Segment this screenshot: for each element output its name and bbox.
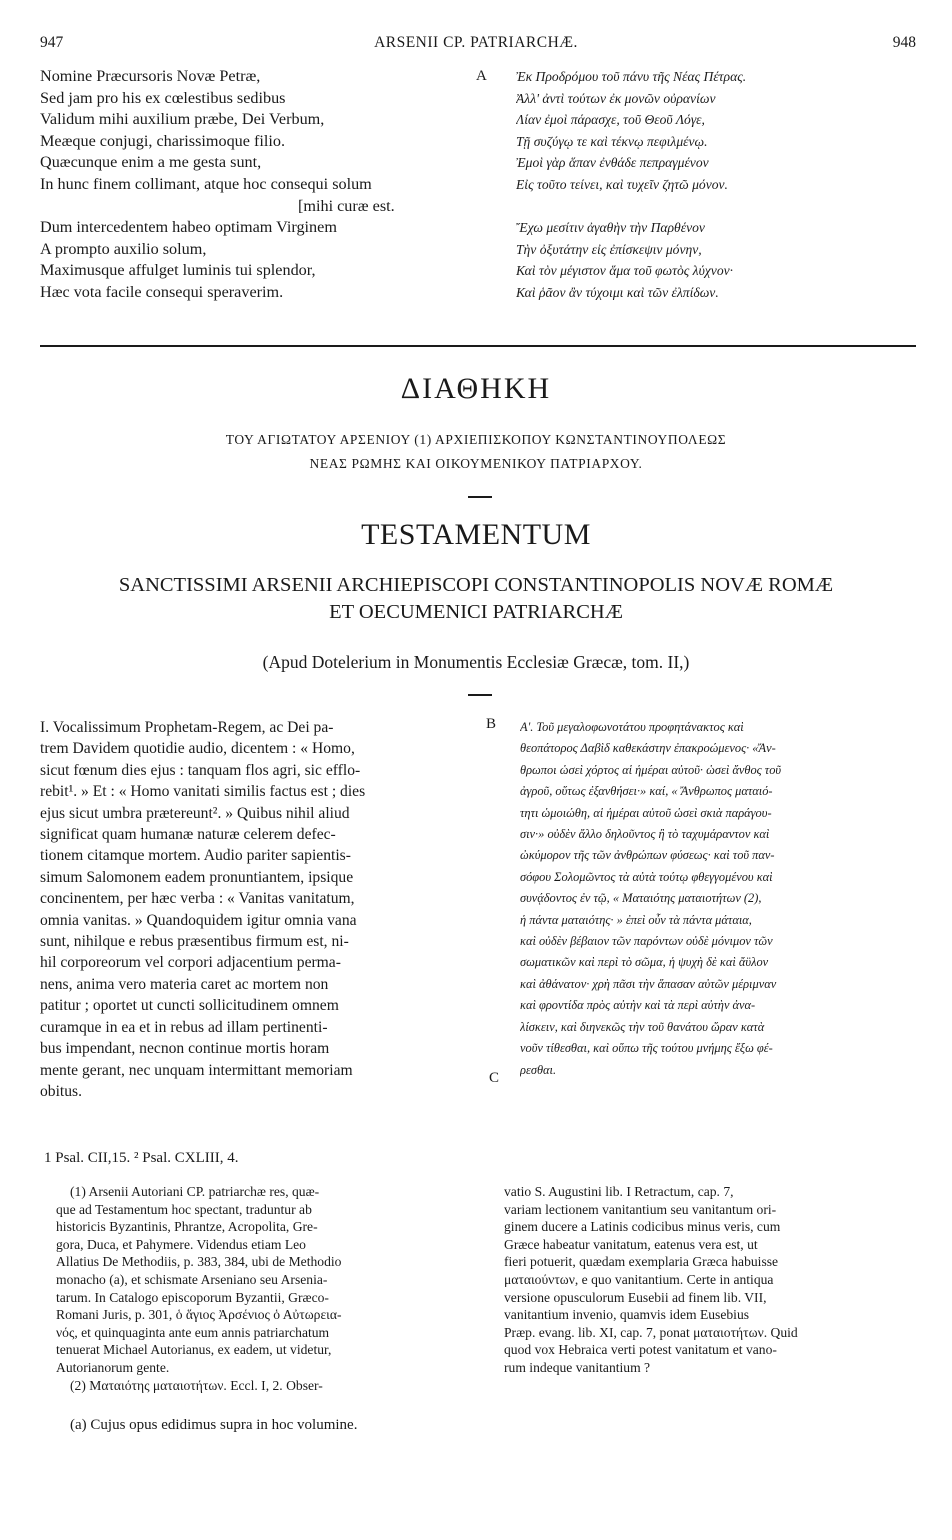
note-line: monacho (a), et schismate Arseniano seu Arsenia- [56,1271,328,1287]
source-citation: (Apud Dotelerium in Monumentis Ecclesiæ Græcæ, tom. II,) [262,652,690,672]
body-greek-line: σόφου Σολομῶντος τὰ αὐτὰ τούτῳ φθεγγομένου καὶ [520,869,773,884]
body-greek-line: ὠκύμορον τῆς τῶν ἀνθρώπων φύσεως· καὶ τοῦ παν- [520,848,775,863]
margin-marker-b: B [486,716,497,732]
note-line: (2) Ματαιότης ματαιοτήτων. Eccl. I, 2. Obser- [70,1377,323,1393]
scripture-footnotes: 1 Psal. CII,15. ² Psal. CXLIII, 4. [44,1150,239,1166]
body-greek-line: ρεσθαι. [520,1062,557,1077]
title-dash [468,496,492,498]
body-latin-line: simum Salomonem eadem pronuntiantem, ipsique [40,868,354,886]
body-greek-line: συνᾴδοντος ἐν τῷ, « Ματαιότης ματαιοτήτων (2), [520,891,762,906]
body-latin-line: hil corporeorum vel corpori adjacentium perma- [40,954,341,972]
note-line: Romani Juris, p. 301, ὁ ἅγιος Ἀρσένιος ὁ Αὐτωρεια- [56,1307,342,1323]
body-latin-line: concinentem, per hæc verba : « Vanitas vanitatum, [40,890,355,908]
poem-greek-line: Ἀλλ' ἀντὶ τούτων ἐκ μονῶν οὐρανίων [516,90,716,106]
greek-title: ΔΙΑΘΗΚΗ [400,372,552,405]
latin-subtitle-1: SANCTISSIMI ARSENII ARCHIEPISCOPI CONSTANTINOPOLIS NOVÆ ROMÆ [118,574,834,596]
body-greek-line: καὶ φροντίδα πρὸς αὐτὴν καὶ τὰ περὶ αὐτὴν ἀνα- [520,998,756,1013]
source-dash [468,694,492,696]
note-line: Præp. evang. lib. XI, cap. 7, ponat ματαιοτήτων. Quid [504,1324,798,1340]
body-greek-line: σιν·» οὐδὲν ἄλλο δηλοῦντος ἢ τὸ ταχυμάραντον καὶ [520,827,770,842]
note-line: versione opusculorum Eusebii ad finem lib. VII, [504,1289,767,1305]
poem-greek-line: Καὶ ῥᾶον ἂν τύχοιμι καὶ τῶν ἐλπίδων. [516,284,719,300]
poem-latin-line: A prompto auxilio solum, [40,239,207,258]
poem-greek-line: Ἐμοὶ γὰρ ἅπαν ἐνθάδε πεπραγμένον [516,155,709,171]
body-greek-line: νοῦν τίθεσθαι, καὶ οὕπω τῆς τούτου μνήμης ἔξω φέ- [520,1041,773,1056]
body-latin-line: I. Vocalissimum Prophetam-Regem, ac Dei pa- [40,719,334,736]
note-line: (1) Arsenii Autoriani CP. patriarchæ res, quæ- [70,1184,320,1199]
body-latin-line: rebit¹. » Et : « Homo vanitati similis factus est ; dies [40,783,366,801]
body-greek-line: Α'. Τοῦ μεγαλοφωνοτάτου προφητάνακτος καὶ [520,720,744,734]
note-line: historicis Byzantinis, Phrantze, Acropolita, Gre- [56,1219,318,1235]
body-latin [40,717,481,1102]
section-divider [40,345,916,347]
greek-subtitle-1: ΤΟΥ ΑΓΙΩΤΑΤΟΥ ΑΡΣΕΝΙΟΥ (1) ΑΡΧΙΕΠΙΣΚΟΠΟΥ ΚΩΝΣΤΑΝΤΙΝΟΥΠΟΛΕΩΣ [225,432,727,447]
body-latin-line: sunt, nihilque e rebus præsentibus firmum est, ni- [40,933,349,951]
note-line: quod vox Hebraica verti potest vanitatum et vano- [504,1342,777,1358]
body-greek-line: ἡ πάντα ματαιότης· » ἐπεὶ οὖν τὰ πάντα μάταια, [520,912,752,927]
note-line: Allatius De Methodiis, p. 383, 384, ubi de Methodio [56,1254,342,1270]
margin-marker-c: C [489,1070,500,1086]
latin-subtitle-2: ET OECUMENICI PATRIARCHÆ [329,601,623,623]
note-line: νός, et quinquaginta ante eum annis patriarchatum [56,1324,330,1340]
body-greek-line: σωματικῶν καὶ περὶ τὸ σῶμα, ἡ ψυχὴ δὲ καὶ ἄϋλον [520,955,769,970]
body-latin-line: nens, anima vero materia caret ac mortem non [40,975,329,993]
poem-greek-spacer [516,196,916,218]
poem-latin-line: Meæque conjugi, charissimoque filio. [40,131,286,150]
poem-greek-line: Ἔχω μεσίτιν ἀγαθὴν τὴν Παρθένον [516,220,705,236]
note-line: ginem ducere a Latinis codicibus minus veris, cum [504,1219,781,1235]
note-line: Autorianorum gente. [56,1359,170,1375]
body-latin-line: sicut fœnum dies ejus : tanquam flos agri, sic efflo- [40,761,361,779]
note-line: rum indeque vanitantium ? [504,1359,651,1375]
greek-subtitle-2: ΝΕΑΣ ΡΩΜΗΣ ΚΑΙ ΟΙΚΟΥΜΕΝΙΚΟΥ ΠΑΤΡΙΑΡΧΟΥ. [309,456,643,471]
poem-latin [40,66,470,304]
margin-marker-a: A [476,68,487,84]
body-greek-line: ἀγροῦ, οὕτως ἐξανθήσει·» καί, « Ἄνθρωπος ματαιό- [520,784,773,799]
poem-latin-line: Validum mihi auxilium præbe, Dei Verbum, [40,110,325,129]
poem-latin-line: In hunc finem collimant, atque hoc consequi solum [40,174,372,193]
poem-latin-line: Hæc vota facile consequi speraverim. [40,282,284,301]
page-number-right: 948 [892,34,916,51]
poem-greek-line: Λίαν ἐμοὶ πάρασχε, τοῦ Θεοῦ Λόγε, [516,112,705,128]
note-line: ματαιούντων, e quo vanitantium. Certe in antiqua [504,1271,774,1287]
poem-latin-line: Dum intercedentem habeo optimam Virginem [40,218,337,237]
body-latin-line: patitur ; oportet ut cuncti sollicitudinem omnem [40,997,339,1015]
note-line: tarum. In Catalogo episcoporum Byzantii, Græco- [56,1289,329,1305]
body-latin-line: ejus sicut umbra prætereunt². » Quibus nihil aliud [40,804,350,822]
body-greek-line: λίσκειν, καὶ διηνεκῶς τὴν τοῦ θανάτου ὥραν κατὰ [520,1019,765,1034]
poem-greek-line: Ἐκ Προδρόμου τοῦ πάνυ τῆς Νέας Πέτρας. [516,69,747,84]
poem-greek-line: Τῇ συζύγῳ τε καὶ τέκνῳ πεφιλμένῳ. [516,133,708,149]
poem-latin-line: Maximusque affulget luminis tui splendor, [40,261,316,280]
body-greek-line: τητι ὡμοιώθη, αἱ ἡμέραι αὐτοῦ ὡσεὶ σκιὰ παράγου- [520,805,772,820]
body-latin-line: bus impendant, necnon continue mortis horam [40,1040,330,1058]
body-latin-line: omnia vanitas. » Quandoquidem igitur omnia vana [40,911,357,929]
body-latin-line: curamque in ea et in rebus ad illam pertinenti- [40,1018,328,1036]
poem-greek-line: Τὴν ὀξυτάτην εἰς ἐπίσκεψιν μόνην, [516,241,702,257]
poem-latin-line: Nomine Præcursoris Novæ Petræ, [40,67,261,85]
note-line: variam lectionem vanitantium seu vanitantum ori- [504,1201,777,1217]
body-latin-line: significat quam humanæ naturæ celerem defec- [40,826,336,844]
body-greek-line: θεοπάτορος Δαβὶδ καθεκάστην ἐπακροώμενος· «Ἄν- [520,741,776,756]
body-latin-line: obitus. [40,1082,83,1100]
notes-left [56,1183,482,1394]
poem-latin-line: Sed jam pro his ex cœlestibus sedibus [40,88,286,107]
body-greek-line: καὶ ἀθάνατον· χρὴ πᾶσι τὴν ἅπασαν αὐτῶν μέριμναν [520,976,777,991]
body-latin-line: mente gerant, nec unquam intermittant memoriam [40,1061,353,1079]
notes-right [504,1183,928,1377]
note-line: tenuerat Michael Autorianus, ex eadem, ut videtur, [56,1342,332,1358]
body-greek [520,717,930,1081]
note-line: gora, Duca, et Pahymere. Videndus etiam Leo [56,1236,306,1252]
running-title: ARSENII CP. PATRIARCHÆ. [374,34,578,51]
body-greek-line: θρωποι ὡσεὶ χόρτος αἱ ἡμέραι αὐτοῦ· ὡσεὶ ἄνθος τοῦ [520,762,782,777]
note-line: que ad Testamentum hoc spectant, traduntur ab [56,1201,312,1217]
poem-latin-line: Quæcunque enim a me gesta sunt, [40,153,262,172]
latin-title: TESTAMENTUM [361,518,591,551]
note-a: (a) Cujus opus edidimus supra in hoc volumine. [70,1417,358,1433]
poem-greek-line: Εἰς τοῦτο τείνει, καὶ τυχεῖν ζητῶ μόνον. [516,176,728,192]
body-latin-line: trem Davidem quotidie audio, dicentem : « Homo, [40,740,355,758]
note-line: vatio S. Augustini lib. I Retractum, cap. 7, [504,1184,734,1199]
body-latin-line: tionem citamque mortem. Audio pariter sapientis- [40,847,351,865]
note-line: fieri potuerit, quædam exemplaria Græca habuisse [504,1254,779,1270]
page-number-left: 947 [40,34,64,51]
note-line: vanitantium invenio, quamvis idem Eusebius [504,1307,750,1323]
poem-greek-line: Καὶ τὸν μέγιστον ἅμα τοῦ φωτὸς λύχνον· [516,263,734,279]
note-line: Græce habeatur vanitatum, eatenus vera est, ut [504,1236,758,1252]
poem-greek [516,66,916,304]
poem-latin-line: [mihi curæ est. [298,196,395,215]
body-greek-line: καὶ οὐδὲν βέβαιον τῶν παρόντων οὐδὲ μόνιμον τῶν [520,934,773,949]
